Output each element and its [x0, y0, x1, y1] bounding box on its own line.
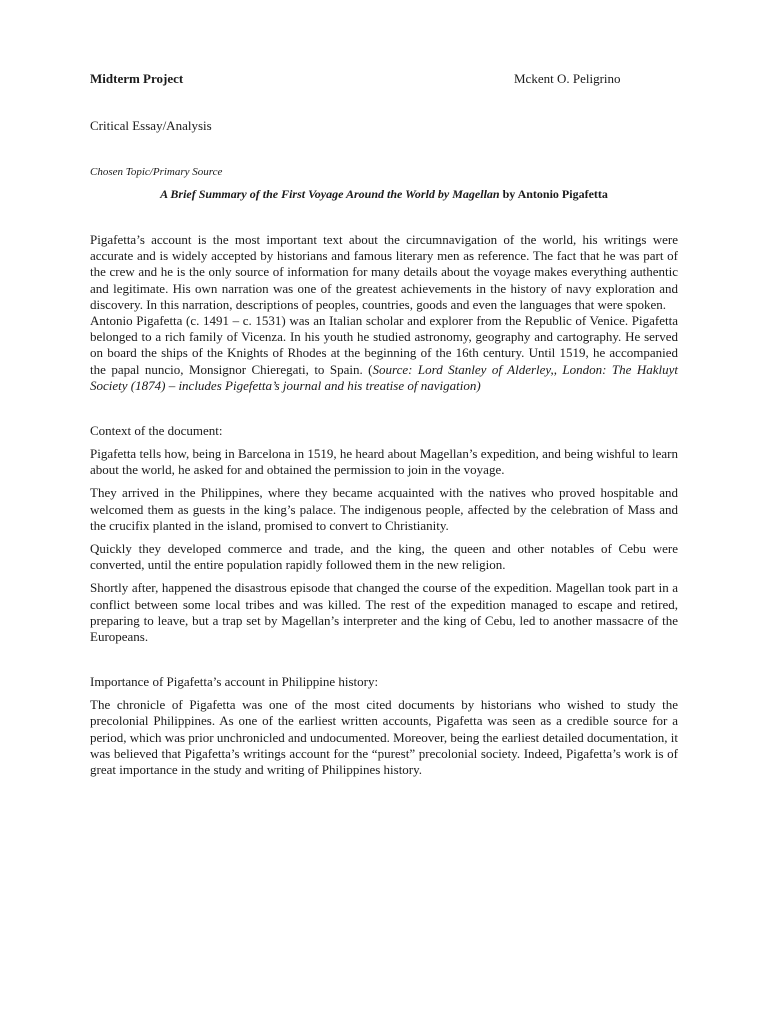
source-title	[90, 186, 678, 202]
essay-body	[90, 232, 678, 778]
intro-paragraph-2	[90, 313, 678, 394]
essay-type: Critical Essay/Analysis	[90, 118, 212, 133]
intro-paragraph-2-text: Antonio Pigafetta (c. 1491 – c. 1531) was an Italian scholar and explorer from the Republic of Venice. Pigafetta belonged to a rich family of Vicenza. In his youth he studied astronomy, geography and cartography. He served on board the ships of the Knights of Rhodes at the beginning of the 16th century. Until 1519, he accompanied the papal nuncio, Monsignor Chieregati, to Spain. (	[90, 313, 678, 377]
source-citation: Source: Lord Stanley of Alderley,, London: The Hakluyt Society (1874) – includes Pigefetta’s journal and his treatise of navigation)	[90, 361, 678, 393]
context-heading: Context of the document:	[90, 423, 223, 439]
chosen-topic-label: Chosen Topic/Primary Source	[90, 166, 223, 178]
project-title: Midterm Project	[90, 71, 184, 86]
importance-heading: Importance of Pigafetta’s account in Philippine history:	[90, 674, 379, 690]
source-title-italic: A Brief Summary of the First Voyage Around the World by Magellan	[160, 187, 500, 201]
context-paragraph: They arrived in the Philippines, where they became acquainted with the natives who proved hospitable and welcomed them as guests in the king’s palace. The indigenous people, affected by the celebration of Mass and the crucifix planted in the island, promised to convert to Christianity.	[90, 485, 678, 533]
source-title-author: by Antonio Pigafetta	[499, 187, 608, 201]
intro-paragraph-1: Pigafetta’s account is the most important text about the circumnavigation of the world, his writings were accurate and is widely accepted by historians and famous literary men as reference. The fact that he was part of the crew and he is the only source of information for many details about the voyage makes everything authentic and legitimate. His own narration was one of the greatest achievements in the history of navy exploration and discovery. In this narration, descriptions of peoples, countries, goods and even the languages that were spoken.	[90, 232, 678, 312]
importance-paragraph: The chronicle of Pigafetta was one of the most cited documents by historians who wished to study the precolonial Philippines. As one of the earliest written accounts, Pigafetta was seen as a credible source for a period, which was prior unchronicled and undocumented. Moreover, being the earliest detailed documentation, it was believed that Pigafetta’s writings account for the “purest” precolonial society. Indeed, Pigafetta’s work is of great importance in the study and writing of Philippines history.	[90, 697, 678, 778]
context-paragraph: Pigafetta tells how, being in Barcelona in 1519, he heard about Magellan’s expedition, and being wishful to learn about the world, he asked for and obtained the permission to join in the voyage.	[90, 446, 678, 478]
context-paragraph: Quickly they developed commerce and trade, and the king, the queen and other notables of Cebu were converted, until the entire population rapidly followed them in the new religion.	[90, 541, 678, 573]
author-name: Mckent O. Peligrino	[514, 71, 621, 86]
context-paragraph: Shortly after, happened the disastrous episode that changed the course of the expedition. Magellan took part in a conflict between some local tribes and was killed. The rest of the expedition managed to escape and retired, preparing to leave, but a trap set by Magellan’s interpreter and the king of Cebu, led to another massacre of the Europeans.	[90, 580, 678, 645]
